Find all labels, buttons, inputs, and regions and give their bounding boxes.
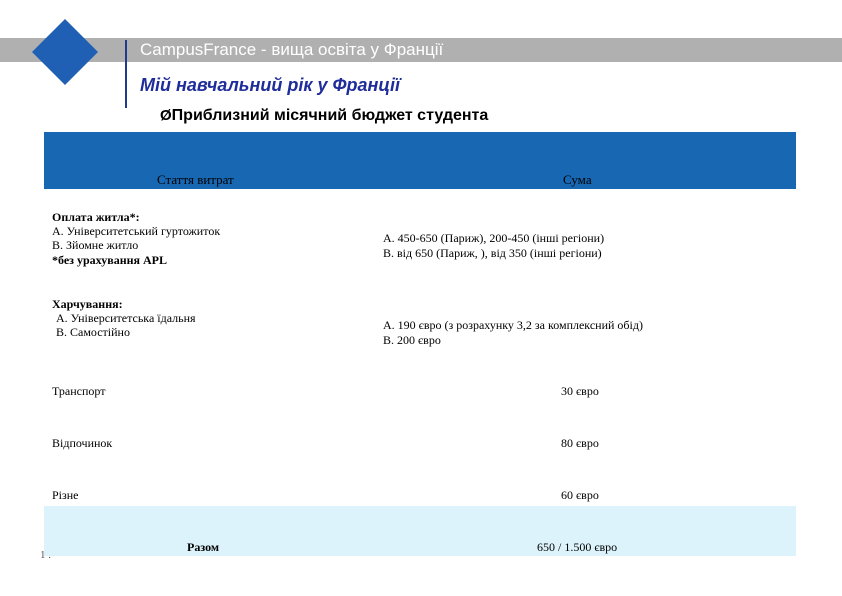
campusfrance-logo-icon <box>30 17 100 87</box>
food-amount-b: В. 200 євро <box>383 333 441 347</box>
housing-amount-a: А. 450-650 (Париж), 200-450 (інші регіони) <box>383 231 605 245</box>
food-title: Харчування: <box>52 297 123 311</box>
housing-option-b: В. Зйомне житло <box>52 238 139 252</box>
food-option-a: А. Університетська їдальня <box>56 311 196 325</box>
total-row <box>44 506 796 556</box>
total-label: Разом <box>187 540 220 554</box>
leisure-label: Відпочинок <box>52 436 113 450</box>
header-divider <box>125 40 127 108</box>
housing-amount-b: В. від 650 (Париж, ), від 350 (інші регіони) <box>383 246 602 260</box>
total-amount: 650 / 1.500 євро <box>537 540 618 554</box>
page-subtitle <box>160 107 488 125</box>
housing-title: Оплата житла*: <box>52 210 140 224</box>
subtitle-text: Приблизний місячний бюджет студента <box>171 107 489 124</box>
column-header-amount: Сума <box>563 172 592 187</box>
misc-amount: 60 євро <box>561 488 599 502</box>
transport-label: Транспорт <box>52 384 106 398</box>
housing-option-a: А. Університетський гуртожиток <box>52 224 221 238</box>
food-option-b: В. Самостійно <box>56 325 130 339</box>
food-amount-a: А. 190 євро (з розрахунку 3,2 за комплексний обід) <box>383 318 643 332</box>
housing-note: *без урахування APL <box>52 253 168 267</box>
misc-label: Різне <box>52 488 79 502</box>
header-banner-text: CampusFrance - вища освіта у Франції <box>140 40 444 59</box>
transport-amount: 30 євро <box>561 384 599 398</box>
arrow-bullet-icon: Ø <box>160 107 172 124</box>
page-number: 1 . <box>40 549 51 561</box>
page-title: Мій навчальний рік у Франції <box>140 75 401 95</box>
leisure-amount: 80 євро <box>561 436 599 450</box>
column-header-item: Стаття витрат <box>157 172 234 187</box>
